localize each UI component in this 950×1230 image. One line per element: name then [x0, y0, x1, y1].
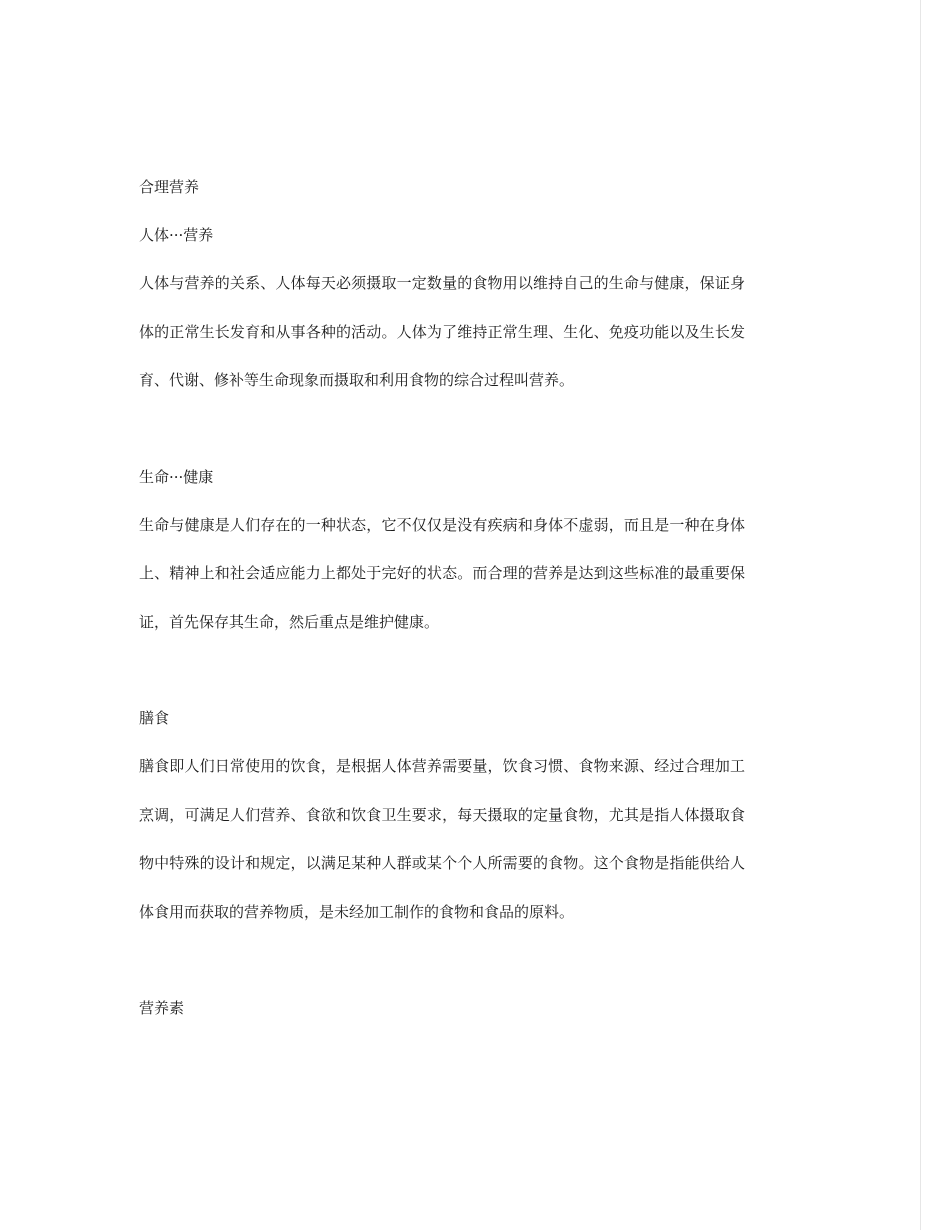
section-heading-diet: 膳食 [139, 709, 170, 727]
section-heading-life-health: 生命···健康 [139, 467, 214, 486]
section-paragraph-body-nutrition: 人体与营养的关系、人体每天必须摄取一定数量的食物用以维持自己的生命与健康，保证身体的正常生长发育和从事各种的活动。人体为了维持正常生理、生化、免疫功能以及生长发育、代谢、修补等生命现象而摄取和利用食物的综合过程叫营养。 [139, 274, 745, 389]
document-title: 合理营养 [139, 178, 200, 196]
page-edge-divider [920, 0, 921, 1230]
document-body [139, 175, 745, 1020]
section-paragraph-life-health: 生命与健康是人们存在的一种状态，它不仅仅是没有疾病和身体不虚弱，而且是一种在身体上、精神上和社会适应能力上都处于完好的状态。而合理的营养是达到这些标准的最重要保证，首先保存其生命，然后重点是维护健康。 [139, 515, 745, 631]
section-heading-body-nutrition: 人体···营养 [139, 226, 214, 244]
section-paragraph-diet: 膳食即人们日常使用的饮食，是根据人体营养需要量，饮食习惯、食物来源、经过合理加工烹调，可满足人们营养、食欲和饮食卫生要求，每天摄取的定量食物，尤其是指人体摄取食物中特殊的设计和规定，以满足某种人群或某个个人所需要的食物。这个食物是指能供给人体食用而获取的营养物质，是未经加工制作的食物和食品的原料。 [139, 757, 745, 921]
section-heading-nutrients: 营养素 [139, 999, 185, 1017]
